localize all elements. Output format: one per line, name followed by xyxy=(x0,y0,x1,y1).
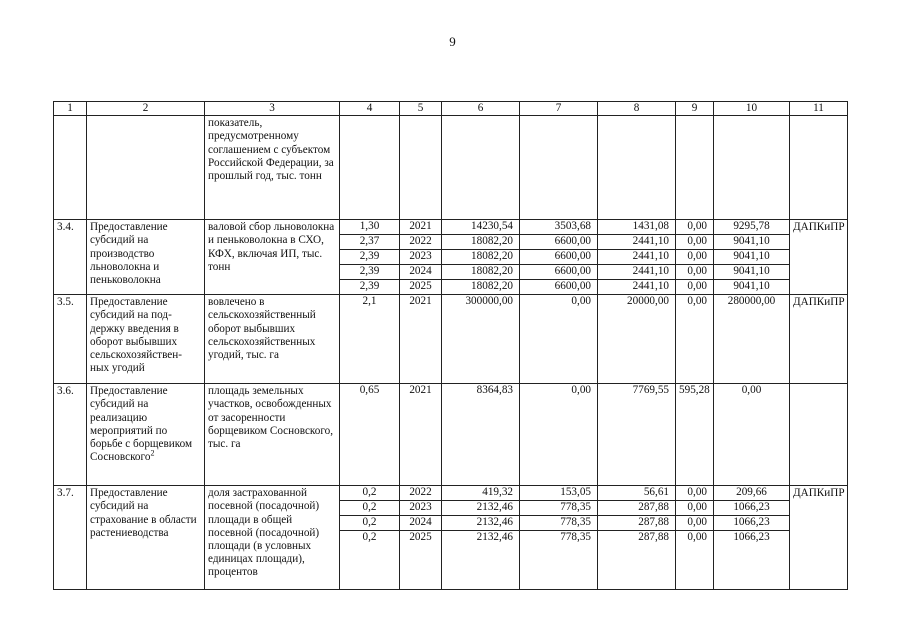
target-value: 2,1 xyxy=(362,295,377,308)
federal-amount: 778,35 xyxy=(520,501,597,516)
target-value-column xyxy=(340,384,400,486)
federal-amount: 6600,00 xyxy=(520,235,597,250)
page-number: 9 xyxy=(449,34,456,49)
extrabudget-amount: 9041,10 xyxy=(733,280,770,293)
local-amount: 0,00 xyxy=(676,220,713,235)
indicator-cell: вовлечено в сельскохозяйственный оборот выбывших сельскохозяйственных угодий, тыс. га xyxy=(205,295,340,384)
header-cell: 7 xyxy=(520,102,598,116)
federal-amount: 778,35 xyxy=(520,516,597,531)
target-value: 2,39 xyxy=(359,280,380,293)
table-row xyxy=(54,295,848,384)
year: 2021 xyxy=(409,295,432,308)
total-amount: 419,32 xyxy=(442,486,519,501)
regional-amount: 287,88 xyxy=(598,516,675,531)
federal-amount: 6600,00 xyxy=(520,265,597,280)
local-amount: 0,00 xyxy=(676,250,713,265)
header-cell: 9 xyxy=(676,102,714,116)
year-column xyxy=(400,384,442,486)
federal-amount-column xyxy=(520,384,598,486)
year: 2025 xyxy=(409,280,432,293)
extrabudget-amount: 1066,23 xyxy=(714,501,789,516)
indicator-cell: валовой сбор льноволокна и пеньковолокна в СХО, КФХ, включая ИП, тыс. тонн xyxy=(205,220,340,295)
federal-amount-column xyxy=(520,486,598,590)
table-row xyxy=(54,384,848,486)
year-column xyxy=(400,295,442,384)
item-number: 3.7. xyxy=(54,486,87,590)
extrabudget-amount-column xyxy=(714,295,790,384)
total-amount-column xyxy=(442,384,520,486)
regional-amount-column xyxy=(598,220,676,295)
target-value-column xyxy=(340,295,400,384)
total-amount: 2132,46 xyxy=(442,516,519,531)
federal-amount: 0,00 xyxy=(571,295,591,308)
table-row xyxy=(54,486,848,590)
total-amount: 2132,46 xyxy=(442,501,519,516)
total-amount: 18082,20 xyxy=(442,235,519,250)
local-amount: 0,00 xyxy=(676,501,713,516)
regional-amount-column xyxy=(598,384,676,486)
local-amount-column xyxy=(676,295,714,384)
total-amount: 18082,20 xyxy=(471,280,513,293)
regional-amount: 287,88 xyxy=(598,501,675,516)
target-value: 2,39 xyxy=(340,265,399,280)
local-amount: 595,28 xyxy=(679,384,710,397)
year: 2025 xyxy=(409,531,432,544)
total-amount: 300000,00 xyxy=(465,295,513,308)
year: 2023 xyxy=(400,250,441,265)
local-amount: 0,00 xyxy=(676,516,713,531)
executor-cell: ДАПКиПР xyxy=(790,220,848,295)
item-number: 3.5. xyxy=(54,295,87,384)
target-value: 2,37 xyxy=(340,235,399,250)
extrabudget-amount: 1066,23 xyxy=(714,516,789,531)
target-value: 0,2 xyxy=(340,516,399,531)
total-amount-column xyxy=(442,220,520,295)
regional-amount: 56,61 xyxy=(598,486,675,501)
regional-amount-column xyxy=(598,486,676,590)
local-amount-column xyxy=(676,220,714,295)
total-amount-column xyxy=(442,295,520,384)
year: 2022 xyxy=(400,235,441,250)
federal-amount: 3503,68 xyxy=(520,220,597,235)
federal-amount: 6600,00 xyxy=(554,280,591,293)
header-row xyxy=(54,102,848,116)
target-value: 1,30 xyxy=(340,220,399,235)
extrabudget-amount: 9041,10 xyxy=(714,235,789,250)
measure-name: Предоставление субсидий на производство льноволокна и пеньковолокна xyxy=(87,220,205,295)
executor-cell: ДАПКиПР xyxy=(790,295,848,384)
regional-amount: 2441,10 xyxy=(598,235,675,250)
executor-cell: ДАПКиПР xyxy=(790,486,848,590)
total-amount: 2132,46 xyxy=(476,531,513,544)
regional-amount: 2441,10 xyxy=(632,280,669,293)
table-body xyxy=(54,102,848,590)
regional-amount: 2441,10 xyxy=(598,250,675,265)
year: 2021 xyxy=(400,220,441,235)
target-value-column xyxy=(340,220,400,295)
local-amount-column xyxy=(676,486,714,590)
target-value: 0,2 xyxy=(362,531,377,544)
header-cell: 2 xyxy=(87,102,205,116)
total-amount: 8364,83 xyxy=(476,384,513,397)
footnote-mark: 2 xyxy=(150,448,155,458)
local-amount: 0,00 xyxy=(676,486,713,501)
item-number: 3.4. xyxy=(54,220,87,295)
regional-amount: 20000,00 xyxy=(627,295,669,308)
program-table xyxy=(53,101,848,590)
total-amount: 14230,54 xyxy=(442,220,519,235)
target-value: 2,39 xyxy=(340,250,399,265)
header-cell: 3 xyxy=(205,102,340,116)
extrabudget-amount: 280000,00 xyxy=(727,295,776,308)
continuation-row xyxy=(54,116,848,220)
regional-amount: 1431,08 xyxy=(598,220,675,235)
indicator-cell: доля застрахованной посевной (посадочной) площади в общей посевной (посадочной) площади (в условных единицах площади), процентов xyxy=(205,486,340,590)
extrabudget-amount: 9295,78 xyxy=(714,220,789,235)
extrabudget-amount-column xyxy=(714,220,790,295)
local-amount: 0,00 xyxy=(676,265,713,280)
year-column xyxy=(400,220,442,295)
regional-amount: 7769,55 xyxy=(632,384,669,397)
measure-name: Предоставление субсидий на реализацию мероприятий по борьбе с борщевиком Сосновского$^2$ xyxy=(87,384,205,486)
item-number: 3.6. xyxy=(54,384,87,486)
header-cell: 1 xyxy=(54,102,87,116)
header-cell: 6 xyxy=(442,102,520,116)
extrabudget-amount-column xyxy=(714,486,790,590)
year-column xyxy=(400,486,442,590)
measure-name: Предоставление субсидий на под-держку введения в оборот выбывших сельскохозяйствен-ных угодий xyxy=(87,295,205,384)
extrabudget-amount: 0,00 xyxy=(741,384,762,397)
header-cell: 4 xyxy=(340,102,400,116)
year: 2022 xyxy=(400,486,441,501)
local-amount: 0,00 xyxy=(687,531,707,544)
table-row xyxy=(54,220,848,295)
local-amount: 0,00 xyxy=(687,295,707,308)
total-amount-column xyxy=(442,486,520,590)
local-amount-column xyxy=(676,384,714,486)
federal-amount: 6600,00 xyxy=(520,250,597,265)
extrabudget-amount: 9041,10 xyxy=(714,250,789,265)
header-cell: 11 xyxy=(790,102,848,116)
total-amount: 18082,20 xyxy=(442,250,519,265)
target-value-column xyxy=(340,486,400,590)
extrabudget-amount: 1066,23 xyxy=(733,531,770,544)
year: 2023 xyxy=(400,501,441,516)
federal-amount: 153,05 xyxy=(520,486,597,501)
extrabudget-amount-column xyxy=(714,384,790,486)
year: 2024 xyxy=(400,516,441,531)
header-cell: 5 xyxy=(400,102,442,116)
local-amount: 0,00 xyxy=(676,235,713,250)
federal-amount-column xyxy=(520,295,598,384)
year: 2024 xyxy=(400,265,441,280)
target-value: 0,65 xyxy=(359,384,380,397)
indicator-cell: площадь земельных участков, освобожденных от засоренности борщевиком Сосновского, тыс. га xyxy=(205,384,340,486)
measure-name: Предоставление субсидий на страхование в области растениеводства xyxy=(87,486,205,590)
local-amount: 0,00 xyxy=(687,280,707,293)
extrabudget-amount: 209,66 xyxy=(714,486,789,501)
target-value: 0,2 xyxy=(340,486,399,501)
extrabudget-amount: 9041,10 xyxy=(714,265,789,280)
header-cell: 8 xyxy=(598,102,676,116)
regional-amount-column xyxy=(598,295,676,384)
year: 2021 xyxy=(409,384,432,397)
federal-amount: 0,00 xyxy=(571,384,591,397)
indicator-cell: показатель, предусмотренному соглашением с субъектом Российской Федерации, за прошлый год, тыс. тонн xyxy=(205,116,340,220)
executor-cell xyxy=(790,384,848,486)
federal-amount-column xyxy=(520,220,598,295)
federal-amount: 778,35 xyxy=(560,531,591,544)
target-value: 0,2 xyxy=(340,501,399,516)
regional-amount: 2441,10 xyxy=(598,265,675,280)
regional-amount: 287,88 xyxy=(638,531,669,544)
total-amount: 18082,20 xyxy=(442,265,519,280)
header-cell: 10 xyxy=(714,102,790,116)
